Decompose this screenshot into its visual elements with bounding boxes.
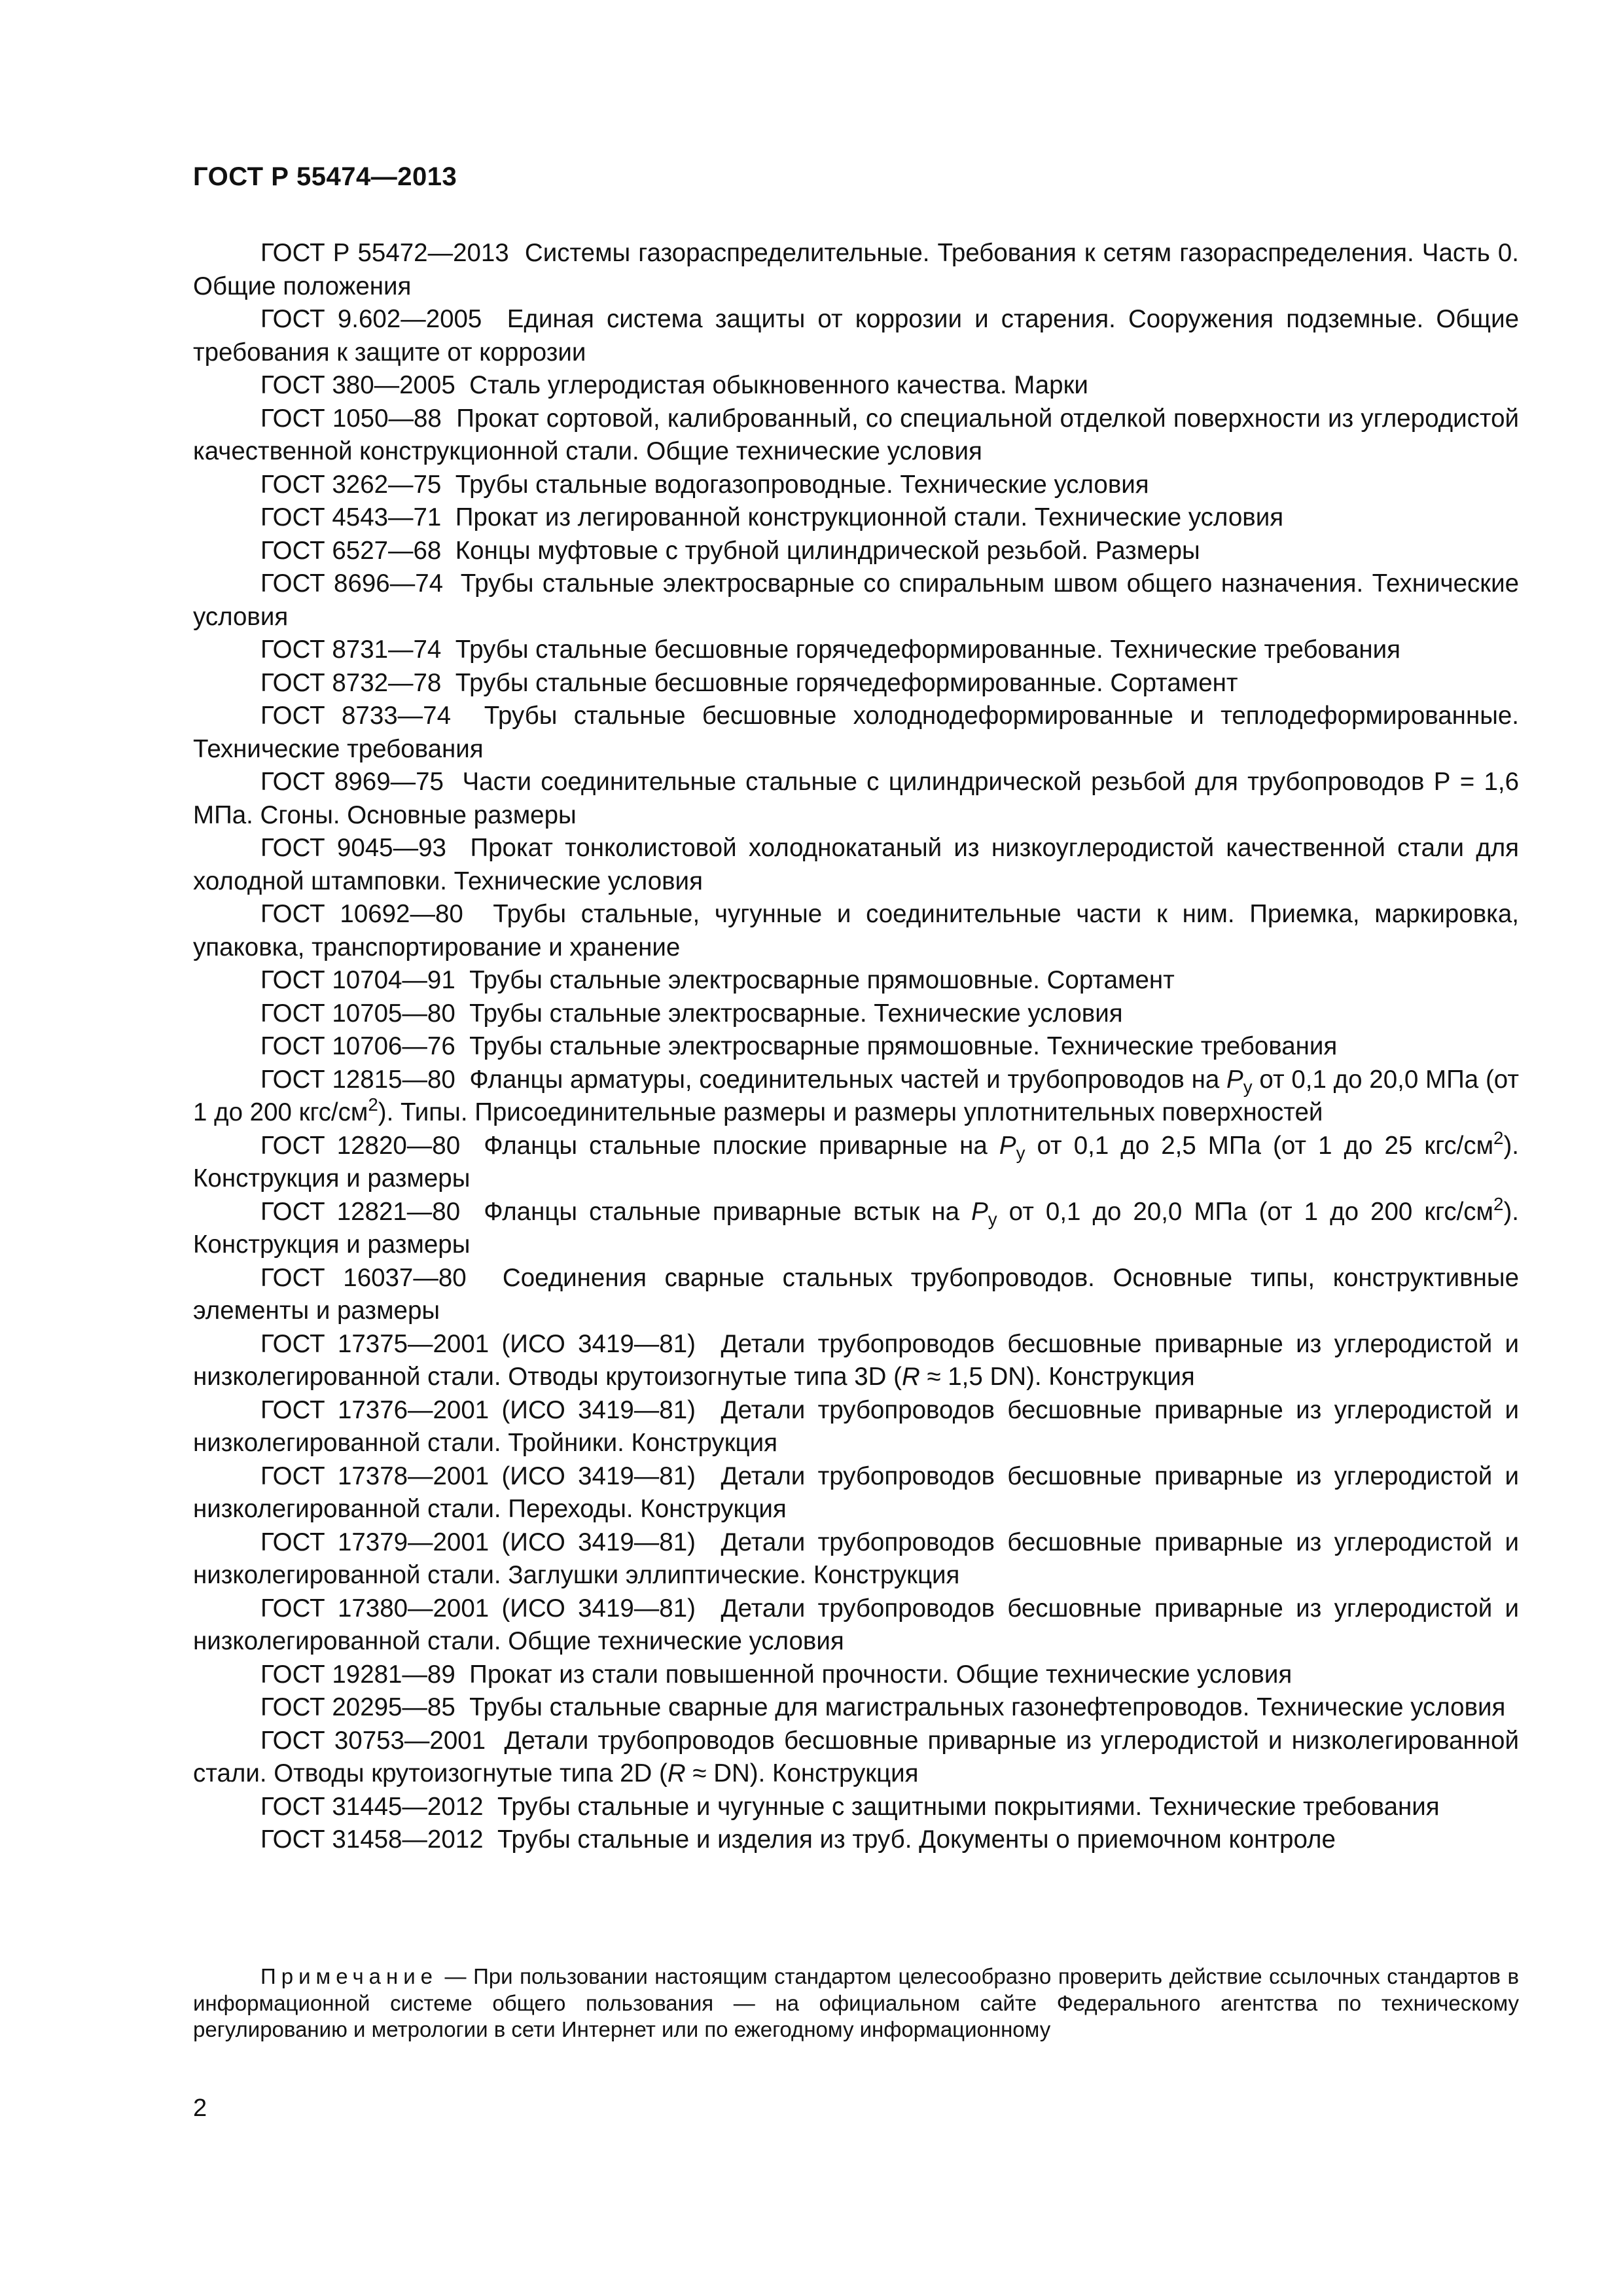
reference-item <box>193 1725 1519 1791</box>
reference-title: Прокат из легированной конструкционной стали. Технические условия <box>455 503 1284 531</box>
reference-code: ГОСТ 10692—80 <box>260 900 463 928</box>
reference-item <box>193 501 1519 535</box>
reference-code: ГОСТ 6527—68 <box>260 536 442 565</box>
reference-title: Прокат из стали повышенной прочности. Общие технические условия <box>469 1660 1293 1689</box>
unit-superscript: 2 <box>1493 1127 1504 1148</box>
unit-superscript: 2 <box>368 1094 378 1115</box>
reference-code: ГОСТ 3262—75 <box>260 470 442 499</box>
reference-code: ГОСТ 8733—74 <box>260 702 451 730</box>
reference-code: ГОСТ 16037—80 <box>260 1263 467 1292</box>
reference-item <box>193 535 1519 568</box>
reference-code: ГОСТ 9.602—2005 <box>260 305 482 333</box>
reference-code: ГОСТ 8731—74 <box>260 636 442 664</box>
pressure-symbol: P <box>1226 1065 1243 1094</box>
reference-code: ГОСТ 31458—2012 <box>260 1825 484 1854</box>
reference-code: ГОСТ 9045—93 <box>260 834 446 862</box>
note-label: Примечание <box>260 1964 438 1988</box>
reference-code: ГОСТ 8969—75 <box>260 768 444 796</box>
pressure-subscript: у <box>988 1208 997 1229</box>
reference-code: ГОСТ 17375—2001 (ИСО 3419—81) <box>260 1329 696 1358</box>
reference-item <box>193 766 1519 832</box>
reference-code: ГОСТ 17376—2001 (ИСО 3419—81) <box>260 1395 696 1424</box>
reference-title: Единая система защиты от коррозии и старения. Сооружения подземные. Общие требования к защите от коррозии <box>193 305 1519 367</box>
reference-item <box>193 1262 1519 1328</box>
reference-title-part: ). Типы. Присоединительные размеры и размеры уплотнительных поверхностей <box>378 1098 1323 1126</box>
reference-item <box>193 237 1519 303</box>
pressure-subscript: у <box>1016 1142 1026 1163</box>
reference-title: Детали трубопроводов бесшовные приварные из углеродистой и низколегированной стали. Тройники. Конструкция <box>193 1395 1519 1457</box>
reference-code: ГОСТ 4543—71 <box>260 503 442 531</box>
reference-title: Детали трубопроводов бесшовные приварные из углеродистой и низколегированной стали. Заглушки эллиптические. Конструкция <box>193 1528 1519 1589</box>
reference-title-part: Детали трубопроводов бесшовные приварные из углеродистой и низколегированной стали. Отводы крутоизогнутые типа 3D ( <box>193 1329 1519 1391</box>
reference-item <box>193 1328 1519 1394</box>
reference-title-part: ). Конструкция и размеры <box>193 1197 1519 1259</box>
reference-code: ГОСТ 10704—91 <box>260 966 455 994</box>
unit-superscript: 2 <box>1493 1193 1504 1214</box>
reference-item <box>193 1823 1519 1857</box>
reference-title-part: Фланцы арматуры, соединительных частей и трубопроводов на <box>469 1065 1220 1094</box>
reference-title: Трубы стальные бесшовные горячедеформированные. Технические требования <box>455 636 1401 664</box>
reference-code: ГОСТ Р 55472—2013 <box>260 239 509 267</box>
reference-title-part: ). Конструкция и размеры <box>193 1131 1519 1193</box>
note-paragraph <box>193 1964 1519 2043</box>
reference-title: Детали трубопроводов бесшовные приварные из углеродистой и низколегированной стали. Общие технические условия <box>193 1594 1519 1655</box>
reference-title: Детали трубопроводов бесшовные приварные из углеродистой и низколегированной стали. Переходы. Конструкция <box>193 1462 1519 1523</box>
reference-code: ГОСТ 1050—88 <box>260 404 442 433</box>
pressure-subscript: у <box>1243 1076 1253 1097</box>
reference-title-part: ≈ DN). Конструкция <box>685 1759 919 1787</box>
reference-item <box>193 832 1519 898</box>
reference-item <box>193 303 1519 369</box>
reference-code: ГОСТ 8696—74 <box>260 569 444 598</box>
normative-references-list <box>193 237 1519 1857</box>
reference-code: ГОСТ 380—2005 <box>260 371 455 399</box>
reference-code: ГОСТ 12815—80 <box>260 1065 455 1094</box>
reference-item <box>193 567 1519 634</box>
radius-symbol: R <box>667 1759 686 1787</box>
reference-code: ГОСТ 17379—2001 (ИСО 3419—81) <box>260 1528 696 1556</box>
reference-title: Трубы стальные водогазопроводные. Технические условия <box>455 470 1149 499</box>
reference-item <box>193 700 1519 766</box>
reference-item <box>193 997 1519 1031</box>
reference-item <box>193 1659 1519 1692</box>
reference-item <box>193 898 1519 964</box>
reference-title: Прокат сортовой, калиброванный, со специальной отделкой поверхности из углеродистой качественной конструкционной стали. Общие технические условия <box>193 404 1519 465</box>
reference-code: ГОСТ 8732—78 <box>260 668 442 697</box>
reference-title: Трубы стальные и изделия из труб. Документы о приемочном контроле <box>497 1825 1336 1854</box>
document-header: ГОСТ Р 55474—2013 <box>193 162 457 191</box>
reference-code: ГОСТ 12820—80 <box>260 1131 461 1160</box>
reference-item <box>193 1030 1519 1064</box>
reference-item <box>193 1791 1519 1824</box>
reference-title: Соединения сварные стальных трубопроводов. Основные типы, конструктивные элементы и размеры <box>193 1263 1519 1325</box>
pressure-symbol: P <box>999 1131 1016 1160</box>
reference-title: Трубы стальные, чугунные и соединительные части к ним. Приемка, маркировка, упаковка, транспортирование и хранение <box>193 900 1519 961</box>
reference-code: ГОСТ 17378—2001 (ИСО 3419—81) <box>260 1462 696 1490</box>
reference-title: Системы газораспределительные. Требования к сетям газораспределения. Часть 0. Общие положения <box>193 239 1519 300</box>
reference-code: ГОСТ 19281—89 <box>260 1660 455 1689</box>
reference-item <box>193 469 1519 502</box>
reference-title-part: Фланцы стальные плоские приварные на <box>484 1131 988 1160</box>
reference-item <box>193 667 1519 700</box>
reference-code: ГОСТ 20295—85 <box>260 1693 455 1721</box>
reference-item <box>193 369 1519 403</box>
reference-code: ГОСТ 31445—2012 <box>260 1792 484 1821</box>
reference-title: Сталь углеродистая обыкновенного качества. Марки <box>469 371 1088 399</box>
reference-title-part: Детали трубопроводов бесшовные приварные из углеродистой и низколегированной стали. Отводы крутоизогнутые типа 2D ( <box>193 1726 1519 1787</box>
reference-item <box>193 964 1519 997</box>
radius-symbol: R <box>901 1363 920 1391</box>
reference-title: Трубы стальные и чугунные с защитными покрытиями. Технические требования <box>497 1792 1440 1821</box>
note-text: — При пользовании настоящим стандартом целесообразно проверить действие ссылочных стандартов в информационной системе общего пользования — на официальном сайте Федерального агентства по техническому регулированию и метрологии в сети Интернет или по ежегодному информационному <box>193 1964 1519 2041</box>
reference-item <box>193 1592 1519 1659</box>
reference-item <box>193 1460 1519 1526</box>
pressure-symbol: P <box>971 1197 988 1226</box>
reference-item <box>193 1064 1519 1130</box>
reference-title: Трубы стальные бесшовные холоднодеформированные и теплодеформированные. Технические требования <box>193 702 1519 763</box>
reference-item <box>193 403 1519 469</box>
reference-title-part: от 0,1 до 20,0 МПа (от 1 до 200 кгс/см <box>193 1065 1519 1126</box>
page-number: 2 <box>193 2094 207 2122</box>
reference-item <box>193 1526 1519 1592</box>
reference-title: Трубы стальные электросварные прямошовные. Технические требования <box>469 1032 1338 1060</box>
reference-title: Концы муфтовые с трубной цилиндрической резьбой. Размеры <box>455 536 1200 565</box>
reference-title-part: от 0,1 до 2,5 МПа (от 1 до 25 кгс/см <box>1037 1131 1494 1160</box>
reference-title: Трубы стальные электросварные со спиральным швом общего назначения. Технические условия <box>193 569 1520 631</box>
reference-item <box>193 1127 1519 1196</box>
reference-item <box>193 1193 1519 1262</box>
reference-code: ГОСТ 30753—2001 <box>260 1726 486 1755</box>
reference-code: ГОСТ 10705—80 <box>260 999 455 1028</box>
reference-item <box>193 1394 1519 1460</box>
reference-title: Трубы стальные электросварные прямошовные. Сортамент <box>469 966 1175 994</box>
reference-item <box>193 634 1519 667</box>
reference-title: Трубы стальные бесшовные горячедеформированные. Сортамент <box>455 668 1238 697</box>
reference-title: Трубы стальные электросварные. Технические условия <box>469 999 1123 1028</box>
reference-title: Трубы стальные сварные для магистральных газонефтепроводов. Технические условия <box>469 1693 1506 1721</box>
reference-title: Прокат тонколистовой холоднокатаный из низкоуглеродистой качественной стали для холодной штамповки. Технические условия <box>193 834 1520 895</box>
reference-title-part: Фланцы стальные приварные встык на <box>484 1197 960 1226</box>
reference-title: Части соединительные стальные с цилиндрической резьбой для трубопроводов Р = 1,6 МПа. Сгоны. Основные размеры <box>193 768 1519 829</box>
reference-code: ГОСТ 12821—80 <box>260 1197 461 1226</box>
reference-item <box>193 1691 1519 1725</box>
reference-title-part: от 0,1 до 20,0 МПа (от 1 до 200 кгс/см <box>1008 1197 1494 1226</box>
reference-title-part: ≈ 1,5 DN). Конструкция <box>919 1363 1195 1391</box>
reference-code: ГОСТ 17380—2001 (ИСО 3419—81) <box>260 1594 696 1623</box>
reference-code: ГОСТ 10706—76 <box>260 1032 455 1060</box>
